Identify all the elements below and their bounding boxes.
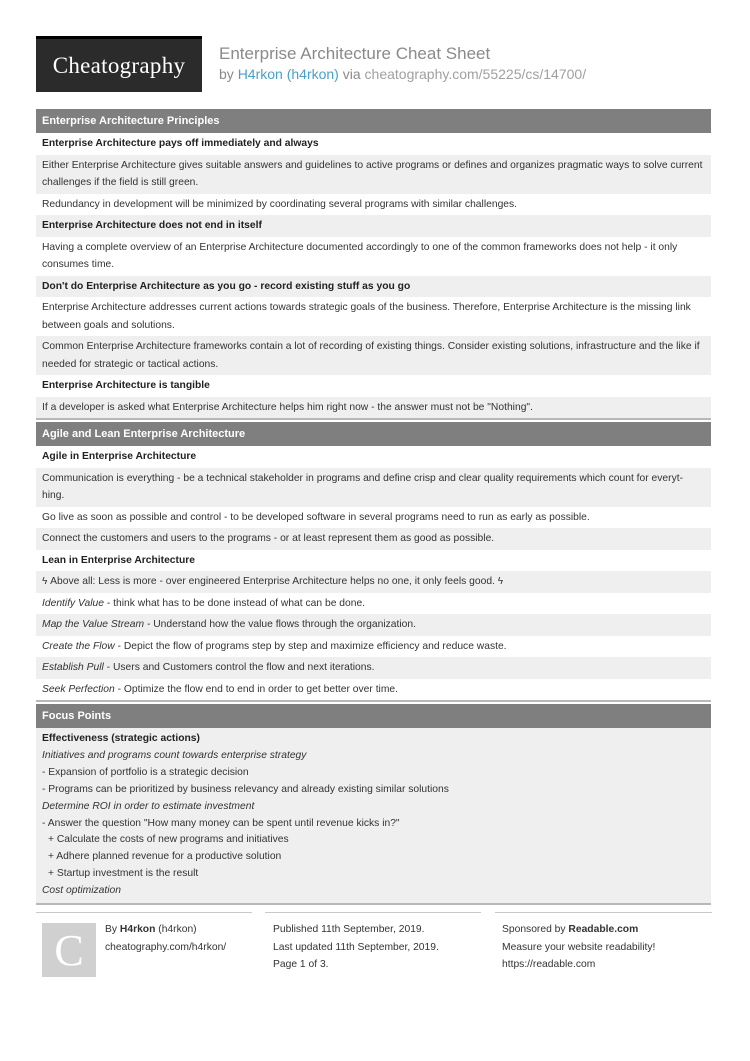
- focus-line: + Startup investment is the result: [48, 868, 199, 880]
- table-row: Enterprise Architecture pays off immediately and always: [42, 138, 319, 149]
- row-text: - think what has to be done instead of what can be done.: [104, 597, 366, 609]
- table-row: Go live as soon as possible and control - to be developed software in several programs need to run as early as possible.: [42, 511, 590, 523]
- table-row: Communication is everything - be a technical stakeholder in programs and define crisp and clear quality requirements which count for everyt-hing.: [36, 468, 711, 507]
- focus-line: Determine ROI in order to estimate investment: [42, 800, 255, 812]
- table-row: Enterprise Architecture does not end in itself: [36, 215, 711, 237]
- section-focus-points: [36, 704, 711, 905]
- focus-line: - Answer the question "How many money can be spent until revenue kicks in?": [42, 817, 400, 829]
- table-row: [36, 679, 711, 701]
- table-row: Having a complete overview of an Enterprise Architecture documented accordingly to one of the common frameworks does not help - it only consumes time.: [42, 241, 678, 270]
- table-row: If a developer is asked what Enterprise Architecture helps him right now - the answer must not be "Nothing".: [36, 397, 711, 419]
- author-name-link[interactable]: H4rkon: [119, 924, 156, 935]
- table-row: Common Enterprise Architecture frameworks contain a lot of recording of existing things. Consider existing solutions, infrastructure and the like if needed for strategic or tactical actions.: [36, 336, 711, 375]
- table-row: Agile in Enterprise Architecture: [42, 451, 197, 462]
- via-label: via: [342, 66, 361, 82]
- lightning-icon: ϟ: [497, 576, 504, 587]
- focus-line: Effectiveness (strategic actions): [42, 733, 200, 744]
- lightning-icon: ϟ: [42, 576, 48, 587]
- footer-sponsor: [495, 912, 712, 981]
- table-row: Enterprise Architecture is tangible: [42, 380, 210, 391]
- page-title: Enterprise Architecture Cheat Sheet: [219, 44, 491, 63]
- focus-line: + Adhere planned revenue for a productive solution: [48, 851, 282, 863]
- author-profile-link[interactable]: cheatography.com/h4rkon/: [105, 942, 227, 953]
- table-row: Redundancy in development will be minimized by coordinating several programs with similar challenges.: [42, 198, 518, 210]
- footer: [36, 912, 712, 982]
- row-term: Create the Flow: [42, 640, 115, 652]
- updated-date: Last updated 11th September, 2019.: [273, 941, 439, 953]
- avatar[interactable]: C: [42, 923, 96, 977]
- section-header: Focus Points: [36, 704, 711, 728]
- table-row: [36, 614, 711, 636]
- sponsored-label: Sponsored by: [502, 924, 566, 935]
- sponsor-line: [495, 921, 712, 939]
- published-date: Published 11th September, 2019.: [273, 924, 425, 935]
- footer-author-line: [105, 921, 197, 939]
- table-row: Enterprise Architecture addresses current actions towards strategic goals of the business. Therefore, Enterprise Architecture is the missing link between goals and solutions.: [42, 302, 691, 331]
- table-row: [36, 657, 711, 679]
- table-row: Either Enterprise Architecture gives suitable answers and guidelines to active programs or defines and organizes pragmatic ways to solve current challenges if the field is still green.: [36, 155, 711, 194]
- focus-block: [36, 728, 711, 903]
- by-label: By: [105, 924, 118, 935]
- table-row: [36, 636, 711, 658]
- row-text: Above all: Less is more - over engineered Enterprise Architecture helps no one, it only feels good.: [50, 576, 495, 587]
- section-ea-principles: [36, 109, 711, 420]
- sponsor-url-link[interactable]: https://readable.com: [502, 959, 596, 970]
- row-text: - Users and Customers control the flow and next iterations.: [103, 662, 375, 673]
- sheet-url-link[interactable]: cheatography.com/55225/cs/14700/: [364, 66, 587, 82]
- table-row: Don't do Enterprise Architecture as you go - record existing stuff as you go: [36, 276, 711, 298]
- section-header: Agile and Lean Enterprise Architecture: [36, 422, 711, 446]
- row-text: - Optimize the flow end to end in order to get better over time.: [114, 683, 399, 695]
- author-handle: (h4rkon): [158, 924, 197, 935]
- section-agile-lean: [36, 422, 711, 702]
- header: [36, 36, 712, 94]
- row-term: Identify Value: [42, 597, 105, 609]
- row-term: Map the Value Stream: [42, 619, 145, 630]
- row-text: - Understand how the value flows through the organization.: [144, 619, 416, 630]
- by-label: by: [219, 66, 234, 82]
- byline: [219, 66, 586, 82]
- cheatography-logo[interactable]: Cheatography: [36, 36, 202, 92]
- footer-author: [36, 912, 252, 981]
- focus-line: - Programs can be prioritized by business relevancy and already existing similar solutions: [42, 783, 449, 795]
- table-row: Lean in Enterprise Architecture: [42, 554, 195, 566]
- focus-line: Initiatives and programs count towards enterprise strategy: [42, 749, 307, 761]
- sponsor-link[interactable]: Readable.com: [568, 924, 639, 935]
- footer-publish-info: [265, 912, 481, 981]
- table-row: [36, 593, 711, 615]
- sponsor-tagline: Measure your website readability!: [502, 941, 656, 953]
- section-header: Enterprise Architecture Principles: [36, 109, 711, 133]
- table-row: Connect the customers and users to the programs - or at least represent them as good as possible.: [36, 528, 711, 550]
- table-row: [36, 571, 711, 593]
- author-link[interactable]: H4rkon (h4rkon): [237, 66, 339, 82]
- row-term: Seek Perfection: [42, 683, 115, 695]
- row-term: Establish Pull: [42, 662, 104, 673]
- focus-line: + Calculate the costs of new programs and initiatives: [48, 834, 289, 846]
- focus-line: Cost optimization: [42, 885, 121, 897]
- row-text: - Depict the flow of programs step by step and maximize efficiency and reduce waste.: [114, 640, 507, 652]
- page-number: Page 1 of 3.: [273, 959, 329, 970]
- focus-line: - Expansion of portfolio is a strategic decision: [42, 766, 249, 778]
